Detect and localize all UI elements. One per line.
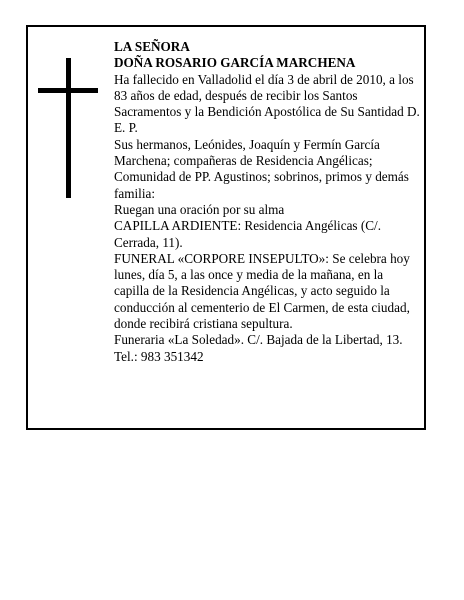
notice-text — [114, 39, 420, 365]
family-list: Sus hermanos, Leónides, Joaquín y Fermín García Marchena; compañeras de Residencia Angélicas; Comunidad de PP. Agustinos; sobrinos, primos y demás familia: — [114, 136, 409, 201]
death-announcement: Ha fallecido en Valladolid el día 3 de abril de 2010, a los 83 años de edad, después de recibir los Santos Sacramentos y la Bendición Apostólica de Su Santidad D. E. P. — [114, 71, 420, 136]
funeral-home-info: Funeraria «La Soledad». C/. Bajada de la Libertad, 13. Tel.: 983 351342 — [114, 332, 403, 364]
prayer-request: Ruegan una oración por su alma — [114, 201, 285, 217]
deceased-name: DOÑA ROSARIO GARCÍA MARCHENA — [114, 55, 356, 71]
obituary-notice — [26, 25, 426, 430]
latin-cross-icon — [38, 58, 98, 198]
heading-line-1: LA SEÑORA — [114, 39, 190, 54]
cross-horizontal-bar — [38, 88, 98, 93]
cross-vertical-bar — [66, 58, 71, 198]
funeral-info: FUNERAL «CORPORE INSEPULTO»: Se celebra hoy lunes, día 5, a las once y media de la mañana, en la capilla de la Residencia Angélicas, y acto seguido la conducción al cementerio de El Carmen, de esta ciudad, donde recibirá cristiana sepultura. — [114, 250, 410, 332]
chapel-info: CAPILLA ARDIENTE: Residencia Angélicas (C/. Cerrada, 11). — [114, 218, 382, 250]
